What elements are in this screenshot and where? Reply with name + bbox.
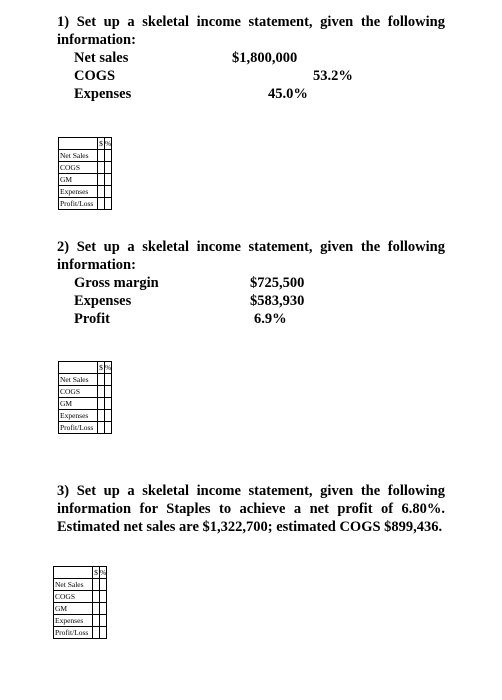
cell-dollar[interactable] (98, 174, 105, 186)
cell-percent[interactable] (105, 198, 112, 210)
q2-gross-margin-value: $725,500 (250, 275, 305, 291)
table-row (59, 422, 112, 434)
row-label-profit-loss: Profit/Loss (59, 422, 98, 434)
cell-percent[interactable] (105, 398, 112, 410)
cell-dollar[interactable] (93, 579, 100, 591)
cell-dollar[interactable] (98, 150, 105, 162)
table-header-percent: % (105, 362, 112, 372)
q2-expenses-value: $583,930 (250, 293, 305, 309)
row-label-net-sales: Net Sales (59, 374, 98, 386)
table-header-dollar: $ (94, 567, 98, 577)
cell-percent[interactable] (105, 422, 112, 434)
cell-dollar[interactable] (98, 386, 105, 398)
cell-dollar[interactable] (93, 627, 100, 639)
table-row (54, 579, 107, 591)
table-header-percent: % (100, 567, 107, 577)
table-row (59, 186, 112, 198)
table-row (54, 615, 107, 627)
q1-expenses-label: Expenses (74, 86, 132, 102)
q1-net-sales-value: $1,800,000 (232, 50, 298, 66)
cell-percent[interactable] (100, 603, 107, 615)
cell-dollar[interactable] (98, 374, 105, 386)
table-header-blank (54, 567, 93, 579)
q2-gross-margin-label: Gross margin (74, 275, 159, 291)
cell-dollar[interactable] (93, 603, 100, 615)
row-label-cogs: COGS (54, 591, 93, 603)
question-3-text: 3) Set up a skeletal income statement, given the following information for Staples to achieve a net profit of 6.80%. Estimated net sales are $1,322,700; estimated COGS $899,436. (57, 483, 445, 535)
question-1-text: 1) Set up a skeletal income statement, given the following information: (57, 14, 445, 48)
cell-dollar[interactable] (93, 615, 100, 627)
cell-percent[interactable] (105, 386, 112, 398)
row-label-expenses: Expenses (59, 186, 98, 198)
q1-cogs-label: COGS (74, 68, 116, 84)
cell-percent[interactable] (100, 579, 107, 591)
cell-dollar[interactable] (98, 398, 105, 410)
q2-profit-value: 6.9% (254, 311, 287, 327)
table-header-row (54, 567, 107, 579)
table-row (59, 174, 112, 186)
cell-percent[interactable] (105, 374, 112, 386)
row-label-profit-loss: Profit/Loss (54, 627, 93, 639)
table-row (59, 386, 112, 398)
q2-profit-label: Profit (74, 311, 110, 327)
table-header-percent: % (105, 138, 112, 148)
cell-dollar[interactable] (98, 162, 105, 174)
table-row (59, 162, 112, 174)
row-label-profit-loss: Profit/Loss (59, 198, 98, 210)
row-label-gm: GM (59, 174, 98, 186)
row-label-net-sales: Net Sales (59, 150, 98, 162)
table-row (59, 374, 112, 386)
cell-percent[interactable] (105, 186, 112, 198)
question-2-text: 2) Set up a skeletal income statement, given the following information: (57, 239, 445, 273)
q2-expenses-label: Expenses (74, 293, 132, 309)
table-row (54, 627, 107, 639)
table-row (59, 398, 112, 410)
table-header-blank (59, 362, 98, 374)
q1-income-statement-table (58, 137, 112, 210)
cell-percent[interactable] (100, 627, 107, 639)
table-header-row (59, 138, 112, 150)
table-row (59, 410, 112, 422)
q1-cogs-value: 53.2% (313, 68, 353, 84)
row-label-gm: GM (59, 398, 98, 410)
row-label-gm: GM (54, 603, 93, 615)
cell-dollar[interactable] (98, 198, 105, 210)
cell-dollar[interactable] (98, 422, 105, 434)
row-label-net-sales: Net Sales (54, 579, 93, 591)
cell-percent[interactable] (105, 410, 112, 422)
table-header-blank (59, 138, 98, 150)
cell-dollar[interactable] (98, 410, 105, 422)
cell-percent[interactable] (105, 162, 112, 174)
row-label-cogs: COGS (59, 386, 98, 398)
table-row (54, 591, 107, 603)
table-row (59, 198, 112, 210)
cell-dollar[interactable] (98, 186, 105, 198)
q1-net-sales-label: Net sales (74, 50, 129, 66)
table-header-dollar: $ (99, 362, 103, 372)
table-header-dollar: $ (99, 138, 103, 148)
cell-dollar[interactable] (93, 591, 100, 603)
cell-percent[interactable] (105, 150, 112, 162)
q3-income-statement-table (53, 566, 107, 639)
row-label-expenses: Expenses (59, 410, 98, 422)
row-label-cogs: COGS (59, 162, 98, 174)
table-row (54, 603, 107, 615)
table-row (59, 150, 112, 162)
row-label-expenses: Expenses (54, 615, 93, 627)
q1-expenses-value: 45.0% (268, 86, 308, 102)
q2-income-statement-table (58, 361, 112, 434)
cell-percent[interactable] (100, 615, 107, 627)
cell-percent[interactable] (105, 174, 112, 186)
cell-percent[interactable] (100, 591, 107, 603)
table-header-row (59, 362, 112, 374)
